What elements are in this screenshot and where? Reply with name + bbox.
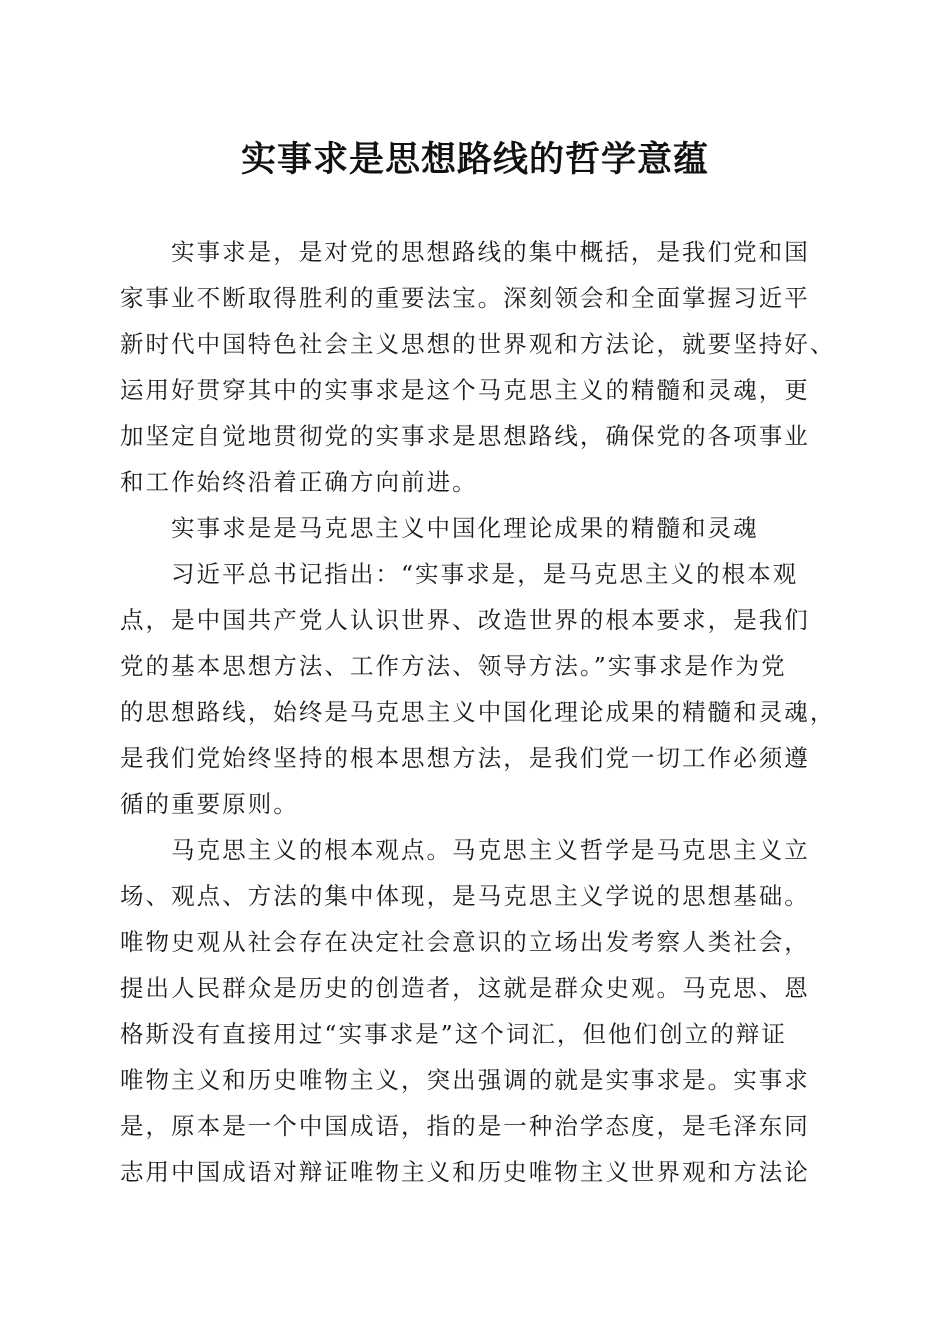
text-line	[0, 735, 950, 781]
text-line	[0, 321, 950, 367]
line-text: 提出人民群众是历史的创造者，这就是群众史观。马克思、恩	[120, 974, 810, 1002]
text-line	[0, 873, 950, 919]
text-line	[0, 275, 950, 321]
text-line	[0, 1103, 950, 1149]
line-text: 党的基本思想方法、工作方法、领导方法。”实事求是作为党	[120, 652, 787, 680]
line-text: 和工作始终沿着正确方向前进。	[120, 468, 478, 496]
line-text: 格斯没有直接用过“实事求是”这个词汇，但他们创立的辩证	[120, 1020, 787, 1048]
text-line	[0, 1149, 950, 1195]
text-line	[0, 919, 950, 965]
text-line	[0, 597, 950, 643]
text-line	[0, 459, 950, 505]
section-heading	[0, 505, 950, 551]
line-text: 运用好贯穿其中的实事求是这个马克思主义的精髓和灵魂，更	[120, 376, 810, 404]
line-text: 实事求是，是对党的思想路线的集中概括，是我们党和国	[171, 238, 810, 266]
text-line	[0, 827, 950, 873]
document-title: 实事求是思想路线的哲学意蕴	[240, 139, 709, 180]
text-line	[0, 965, 950, 1011]
line-text: 循的重要原则。	[120, 790, 299, 818]
line-text: 习近平总书记指出：“实事求是，是马克思主义的根本观	[171, 560, 799, 588]
line-text: 志用中国成语对辩证唯物主义和历史唯物主义世界观和方法论	[120, 1158, 810, 1186]
text-line	[0, 1057, 950, 1103]
text-line	[0, 1011, 950, 1057]
text-line	[0, 367, 950, 413]
line-text: 唯物史观从社会存在决定社会意识的立场出发考察人类社会，	[120, 928, 810, 956]
text-line	[0, 689, 950, 735]
line-text: 是我们党始终坚持的根本思想方法，是我们党一切工作必须遵	[120, 744, 810, 772]
line-text: 新时代中国特色社会主义思想的世界观和方法论，就要坚持好、	[120, 330, 836, 358]
line-text: 马克思主义的根本观点。马克思主义哲学是马克思主义立	[171, 836, 810, 864]
line-text: 家事业不断取得胜利的重要法宝。深刻领会和全面掌握习近平	[120, 284, 810, 312]
text-line	[0, 413, 950, 459]
line-text: 实事求是是马克思主义中国化理论成果的精髓和灵魂	[171, 514, 759, 542]
text-line	[0, 551, 950, 597]
text-line	[0, 781, 950, 827]
line-text: 点，是中国共产党人认识世界、改造世界的根本要求，是我们	[120, 606, 810, 634]
text-line	[0, 229, 950, 275]
line-text: 加坚定自觉地贯彻党的实事求是思想路线，确保党的各项事业	[120, 422, 810, 450]
line-text: 唯物主义和历史唯物主义，突出强调的就是实事求是。实事求	[120, 1066, 810, 1094]
line-text: 是，原本是一个中国成语，指的是一种治学态度，是毛泽东同	[120, 1112, 810, 1140]
line-text: 场、观点、方法的集中体现，是马克思主义学说的思想基础。	[120, 882, 810, 910]
line-text: 的思想路线，始终是马克思主义中国化理论成果的精髓和灵魂，	[120, 698, 836, 726]
text-line	[0, 643, 950, 689]
